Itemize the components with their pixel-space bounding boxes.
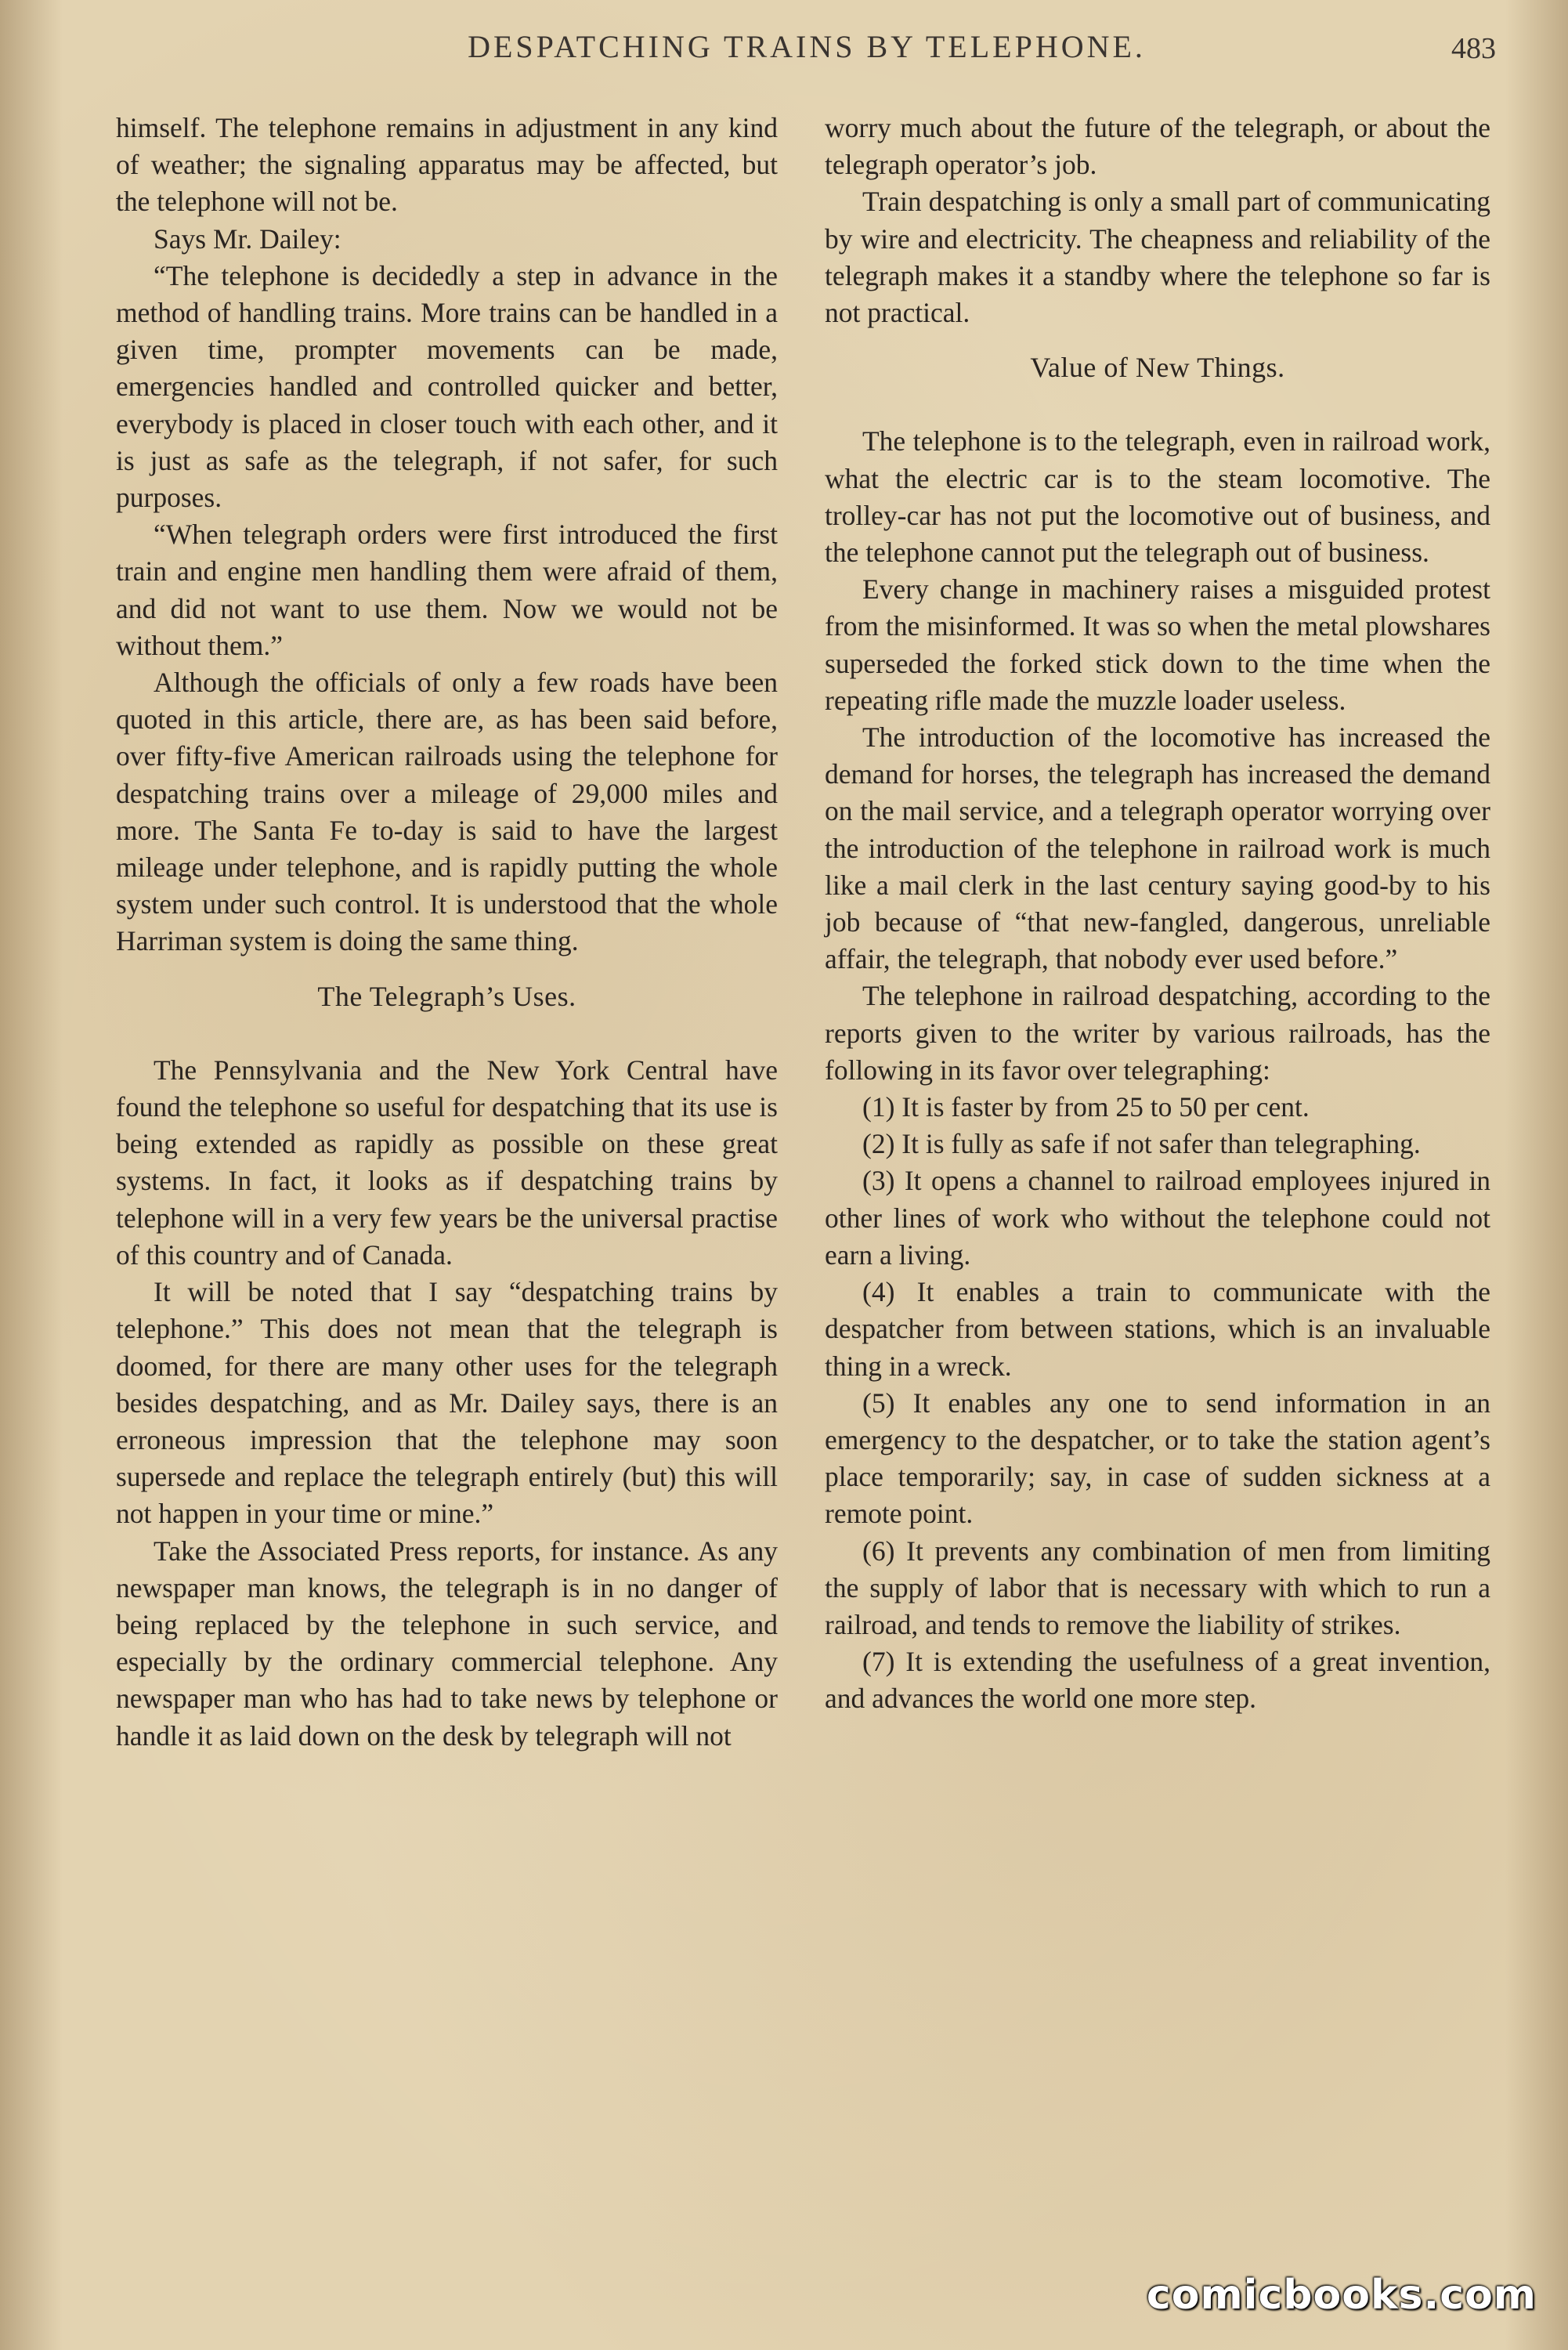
running-title: DESPATCHING TRAINS BY TELEPHONE. [468,29,1146,64]
paragraph: The telephone is to the telegraph, even in railroad work, what the electric car is to the steam locomotive. The trolley-car has not put the locomotive out of business, and the telephone cannot put the telegraph out of business. [825,425,1490,569]
paragraph: “When telegraph orders were first introduced the first train and engine men handling them were afraid of them, and did not want to use them. Now we would not be without them.” [116,519,778,661]
section-heading: The Telegraph’s Uses. [317,980,576,1012]
paragraph: Says Mr. Dailey: [154,222,341,255]
page-number: 483 [1451,32,1496,65]
right-column [825,110,1490,1718]
list-item: (4) It enables a train to communicate with the despatcher from between stations, which is an invaluable thing in a wreck. [825,1276,1490,1382]
paragraph: Although the officials of only a few roads have been quoted in this article, there are, as has been said before, over fifty-five American railroads using the telephone for despatching trains over a mileage of 29,000 miles and more. The Santa Fe to-day is said to have the largest mileage under telephone, and is rapidly putting the whole system under such control. It is understood that the whole Harriman system is doing the same thing. [116,667,778,957]
list-item: (2) It is fully as safe if not safer than telegraphing. [862,1128,1421,1160]
paragraph: It will be noted that I say “despatching trains by telephone.” This does not mean that the telegraph is doomed, for there are many other uses for the telegraph besides despatching, and as Mr. Dailey says, there is an erroneous impression that the telephone may soon supersede and replace the telegraph entirely (but) this will not happen in your time or mine.” [116,1276,778,1530]
list-item: (6) It prevents any combination of men from limiting the supply of labor that is necessary with which to run a railroad, and tends to remove the liability of strikes. [825,1535,1490,1640]
paragraph: The telephone in railroad despatching, according to the reports given to the writer by various railroads, has the following in its favor over telegraphing: [825,980,1490,1086]
paragraph: Every change in machinery raises a misguided protest from the misinformed. It was so when the metal plowshares superseded the forked stick down to the time when the repeating rifle made the muzzle loader useless. [825,573,1490,716]
paragraph: The introduction of the locomotive has increased the demand for horses, the telegraph has increased the demand on the mail service, and a telegraph operator worrying over the introduction of the telephone in railroad work is much like a mail clerk in the last century saying good-by to his job because of “that new-fangled, dangerous, unreliable affair, the telegraph, that nobody ever used before.” [825,721,1490,975]
left-column [116,110,778,1755]
paragraph: “The telephone is decidedly a step in advance in the method of handling trains. More trains can be handled in a given time, prompter movements can be made, emergencies handled and controlled quicker and better, everybody is placed in closer touch with each other, and it is just as safe as the telegraph, if not safer, for such purposes. [116,259,778,514]
list-item: (5) It enables any one to send information in an emergency to the despatcher, or to take the station agent’s place temporarily; say, in case of sudden sickness at a remote point. [825,1386,1490,1530]
paragraph: worry much about the future of the telegraph, or about the telegraph operator’s job. [825,112,1490,181]
paragraph: The Pennsylvania and the New York Central have found the telephone so useful for despatching that its use is being extended as rapidly as possible on these great systems. In fact, it looks as if despatching trains by telephone will in a very few years be the universal practise of this country and of Canada. [116,1054,778,1271]
paragraph: himself. The telephone remains in adjustment in any kind of weather; the signaling apparatus may be affected, but the telephone will not be. [116,112,778,218]
list-item: (1) It is faster by from 25 to 50 per cent. [862,1091,1310,1123]
page-header [117,28,1496,75]
watermark: comicbooks.com [1146,2272,1537,2319]
list-item: (3) It opens a channel to railroad employees injured in other lines of work who without the telephone could not earn a living. [825,1165,1490,1271]
section-heading: Value of New Things. [1030,352,1285,384]
paragraph: Train despatching is only a small part of communicating by wire and electricity. The cheapness and reliability of the telegraph makes it a standby where the telephone so far is not practical. [825,186,1490,329]
list-item: (7) It is extending the usefulness of a great invention, and advances the world one more step. [825,1646,1490,1715]
paragraph: Take the Associated Press reports, for instance. As any newspaper man knows, the telegraph is in no danger of being replaced by the telephone in such service, and especially by the ordinary commercial telephone. Any newspaper man who has had to take news by telephone or handle it as laid down on the desk by telegraph will not [116,1535,778,1752]
